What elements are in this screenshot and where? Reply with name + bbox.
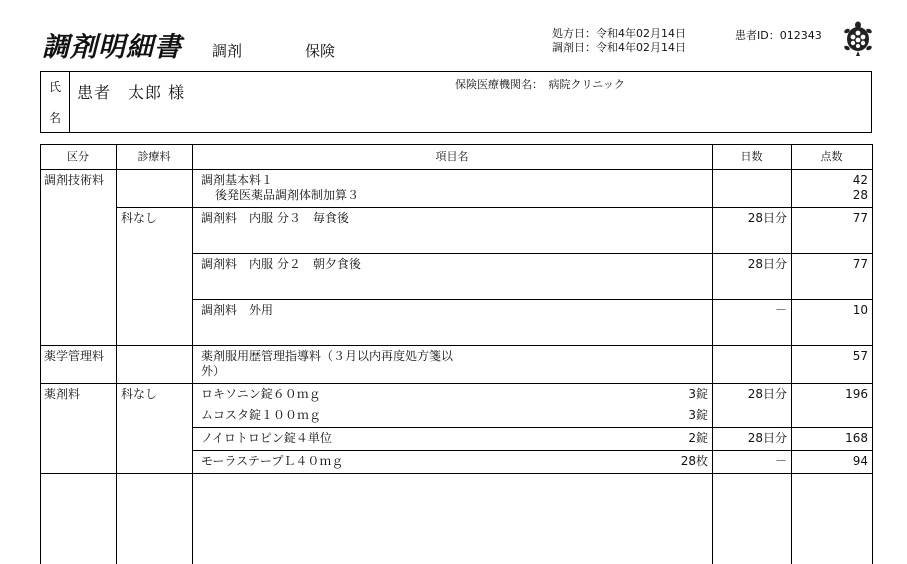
dispensed-date: 調剤日：令和4年02月14日 (552, 41, 686, 54)
document-title: 調剤明細書 (42, 32, 182, 63)
clinic-name: 保険医療機関名： 病院クリニック (455, 78, 625, 91)
header-points: 点数 (820, 150, 843, 163)
row-quantity-sub: 3錠 (688, 408, 708, 422)
row-category: 薬学管理料 (44, 349, 105, 363)
header-category: 区分 (67, 150, 89, 163)
row-item-sub: 外） (201, 364, 226, 378)
row-item: ノイロトロピン錠４単位 (201, 431, 332, 445)
document-type-dispensing: 調剤 (212, 42, 243, 60)
row-item: 調剤料 内服 分２ 朝夕食後 (201, 257, 361, 271)
date-block (552, 27, 686, 55)
row-points-sub: 28 (852, 188, 868, 202)
row-item: 調剤料 内服 分３ 毎食後 (201, 211, 349, 225)
row-quantity: 2錠 (688, 431, 708, 445)
row-points: 94 (852, 454, 868, 468)
turtle-icon (841, 20, 875, 62)
row-fee: 科なし (121, 211, 158, 225)
row-item: 調剤基本料１ (201, 173, 274, 187)
row-item: 調剤料 外用 (201, 303, 274, 317)
row-item-sub: ムコスタ錠１００ｍｇ (201, 408, 322, 422)
name-label-char-1: 氏 (48, 80, 61, 94)
row-fee: 科なし (121, 387, 158, 401)
patient-id: 患者ID：012343 (735, 29, 822, 42)
name-label (41, 72, 70, 132)
row-category: 調剤技術料 (44, 173, 105, 187)
row-points: 77 (852, 211, 868, 225)
name-label-char-2: 名 (48, 111, 61, 125)
row-points: 57 (852, 349, 868, 363)
row-points: 10 (852, 303, 868, 317)
row-points: 196 (845, 387, 868, 401)
patient-name: 患者 太郎 様 (77, 83, 186, 102)
row-quantity: 28枚 (680, 454, 708, 468)
header-item: 項目名 (435, 150, 469, 163)
row-item-sub: 後発医薬品調剤体制加算３ (215, 188, 360, 202)
row-days: 28日分 (747, 211, 787, 225)
header-fee: 診療料 (137, 150, 171, 163)
statement-table (40, 144, 872, 564)
row-days: － (774, 454, 787, 468)
header-days: 日数 (740, 150, 763, 163)
row-item: 薬剤服用歴管理指導料（３月以内再度処方箋以 (201, 349, 454, 363)
prescribed-date: 処方日：令和4年02月14日 (552, 27, 686, 40)
row-points: 168 (845, 431, 868, 445)
row-quantity: 3錠 (688, 387, 708, 401)
row-points: 77 (852, 257, 868, 271)
row-days: 28日分 (747, 257, 787, 271)
row-category: 薬剤料 (44, 387, 81, 401)
row-days: 28日分 (747, 431, 787, 445)
row-item: ロキソニン錠６０ｍｇ (201, 387, 321, 401)
document-type-insurance: 保険 (305, 42, 336, 60)
row-item: モーラステープＬ４０ｍｇ (201, 454, 344, 468)
row-days: － (774, 303, 787, 317)
row-days: 28日分 (747, 387, 787, 401)
patient-info-box (40, 71, 872, 133)
row-points: 42 (852, 173, 868, 187)
